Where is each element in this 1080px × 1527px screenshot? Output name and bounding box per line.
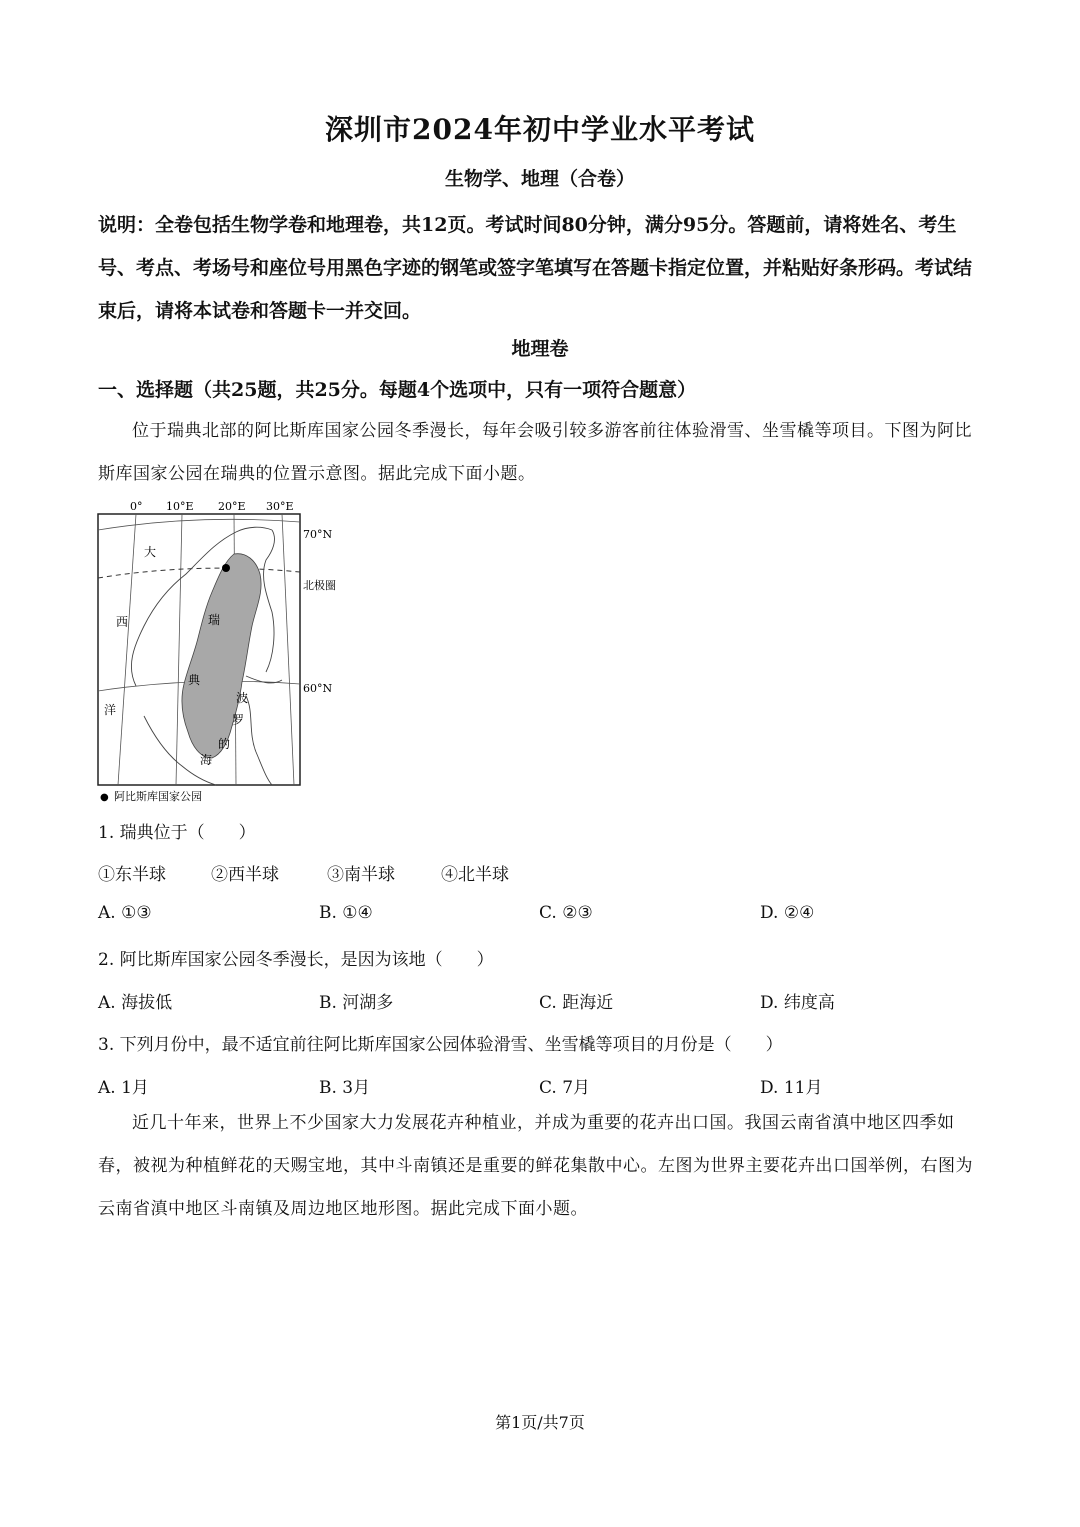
arctic-circle-label: 北极圈	[303, 579, 336, 592]
q2-option-b[interactable]: B. 河湖多	[319, 993, 394, 1013]
sweden-location-map	[96, 496, 346, 802]
sea-char-1: 波	[236, 691, 249, 705]
lon-label-20e: 20°E	[218, 500, 246, 513]
page-footer: 第1页/共7页	[495, 1413, 585, 1432]
sea-char-3: 的	[218, 737, 231, 751]
q2-option-d[interactable]: D. 纬度高	[760, 993, 835, 1013]
q1-option-c[interactable]: C. ②③	[539, 903, 593, 923]
q1-option-b[interactable]: B. ①④	[319, 903, 373, 923]
q1-option-d[interactable]: D. ②④	[760, 903, 815, 923]
q1-option-a[interactable]: A. ①③	[98, 903, 152, 923]
lon-label-10e: 10°E	[166, 500, 194, 513]
q1-stem: 1. 瑞典位于（ ）	[98, 823, 256, 843]
q1-statement-1: ①东半球	[98, 865, 166, 885]
legend-marker: ●	[100, 792, 109, 802]
q3-option-a[interactable]: A. 1月	[98, 1078, 149, 1098]
q1-statement-2: ②西半球	[211, 865, 279, 885]
map-svg	[96, 496, 346, 802]
lat-label-70n: 70°N	[303, 528, 333, 541]
country-char-1: 瑞	[208, 613, 221, 627]
sea-char-2: 罗	[232, 713, 245, 727]
abisko-park-marker	[222, 564, 230, 572]
q2-option-a[interactable]: A. 海拔低	[98, 993, 173, 1013]
q3-option-b[interactable]: B. 3月	[319, 1078, 371, 1098]
sea-char-4: 海	[200, 753, 213, 767]
q1-statement-3: ③南半球	[327, 865, 395, 885]
ocean-char-1: 大	[144, 545, 157, 559]
country-char-2: 典	[188, 673, 201, 687]
q1-statement-4: ④北半球	[441, 865, 509, 885]
lon-label-0: 0°	[130, 500, 143, 513]
section-title: 地理卷	[511, 338, 569, 360]
q2-option-c[interactable]: C. 距海近	[539, 993, 614, 1013]
lat-label-60n: 60°N	[303, 682, 333, 695]
passage-1: 位于瑞典北部的阿比斯库国家公园冬季漫长，每年会吸引较多游客前往体验滑雪、坐雪橇等项目。下图为阿比斯库国家公园在瑞典的位置示意图。据此完成下面小题。	[98, 421, 972, 484]
exam-title: 深圳市2024年初中学业水平考试	[325, 113, 755, 146]
lon-label-30e: 30°E	[266, 500, 294, 513]
q3-stem: 3. 下列月份中，最不适宜前往阿比斯库国家公园体验滑雪、坐雪橇等项目的月份是（ ）	[98, 1035, 783, 1055]
legend-label: 阿比斯库国家公园	[114, 790, 202, 802]
q2-stem: 2. 阿比斯库国家公园冬季漫长，是因为该地（ ）	[98, 950, 494, 970]
q3-option-d[interactable]: D. 11月	[760, 1078, 823, 1098]
question-group-heading: 一、选择题（共25题，共25分。每题4个选项中，只有一项符合题意）	[98, 379, 697, 401]
q3-option-c[interactable]: C. 7月	[539, 1078, 591, 1098]
exam-subtitle: 生物学、地理（合卷）	[444, 168, 635, 190]
exam-instructions: 说明：全卷包括生物学卷和地理卷，共12页。考试时间80分钟，满分95分。答题前，请将姓名、考生号、考点、考场号和座位号用黑色字迹的钢笔或签字笔填写在答题卡指定位置，并粘贴好条形码。考试结束后，请将本试卷和答题卡一并交回。	[98, 214, 973, 322]
ocean-char-3: 洋	[104, 703, 117, 717]
ocean-char-2: 西	[116, 615, 129, 629]
passage-2: 近几十年来，世界上不少国家大力发展花卉种植业，并成为重要的花卉出口国。我国云南省滇中地区四季如春，被视为种植鲜花的天赐宝地，其中斗南镇还是重要的鲜花集散中心。左图为世界主要花卉出口国举例，右图为云南省滇中地区斗南镇及周边地区地形图。据此完成下面小题。	[98, 1113, 973, 1219]
